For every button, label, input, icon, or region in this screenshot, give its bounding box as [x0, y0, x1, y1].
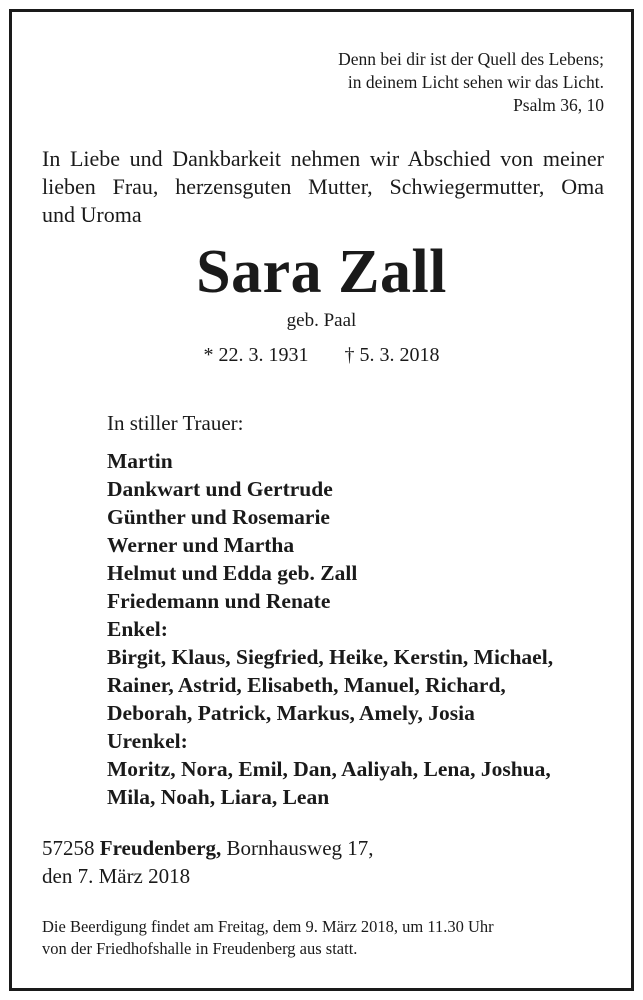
- intro-line-3: und Uroma: [42, 202, 142, 227]
- address-block: [42, 834, 374, 890]
- funeral-line-1: Die Beerdigung findet am Freitag, dem 9. März 2018, um 11.30 Uhr: [42, 917, 494, 936]
- postal-code: 57258: [42, 836, 95, 860]
- death-date: † 5. 3. 2018: [344, 344, 440, 366]
- intro-line-1: In Liebe und Dankbarkeit nehmen wir Abschied von meiner: [42, 146, 604, 171]
- mourning-heading: In stiller Trauer:: [107, 411, 244, 435]
- mourner-line: Dankwart und Gertrude: [107, 477, 333, 501]
- notice-date: den 7. März 2018: [42, 864, 191, 888]
- mourner-line: Mila, Noah, Liara, Lean: [107, 785, 330, 809]
- mourner-line: Werner und Martha: [107, 533, 295, 557]
- mourner-line: Martin: [107, 449, 173, 473]
- bible-verse: [338, 48, 604, 117]
- mourner-line: Rainer, Astrid, Elisabeth, Manuel, Richard,: [107, 673, 506, 697]
- grandchildren-heading: Enkel:: [107, 617, 168, 641]
- obituary-frame: [9, 9, 634, 991]
- mourner-line: Günther und Rosemarie: [107, 505, 330, 529]
- city: Freudenberg,: [99, 836, 222, 860]
- verse-line-2: in deinem Licht sehen wir das Licht.: [347, 72, 604, 92]
- maiden-name: geb. Paal: [286, 310, 357, 331]
- verse-line-1: Denn bei dir ist der Quell des Lebens;: [338, 49, 604, 69]
- address-line: [42, 834, 374, 862]
- mourners-list: [107, 447, 553, 811]
- intro-line-2: lieben Frau, herzensguten Mutter, Schwiegermutter, Oma: [42, 174, 604, 199]
- intro-text: [42, 145, 604, 229]
- mourner-line: Moritz, Nora, Emil, Dan, Aaliyah, Lena, Joshua,: [107, 757, 551, 781]
- mourner-line: Birgit, Klaus, Siegfried, Heike, Kerstin, Michael,: [107, 645, 554, 669]
- mourner-line: Helmut und Edda geb. Zall: [107, 561, 358, 585]
- mourner-line: Deborah, Patrick, Markus, Amely, Josia: [107, 701, 475, 725]
- funeral-line-2: von der Friedhofshalle in Freudenberg aus statt.: [42, 939, 358, 958]
- birth-date: * 22. 3. 1931: [203, 344, 309, 366]
- life-dates: [12, 342, 631, 368]
- mourner-line: Friedemann und Renate: [107, 589, 331, 613]
- great-grandchildren-heading: Urenkel:: [107, 729, 188, 753]
- deceased-name: Sara Zall: [196, 238, 447, 306]
- funeral-notice: [42, 916, 494, 960]
- street: Bornhausweg 17,: [226, 836, 374, 860]
- verse-source: Psalm 36, 10: [513, 95, 604, 115]
